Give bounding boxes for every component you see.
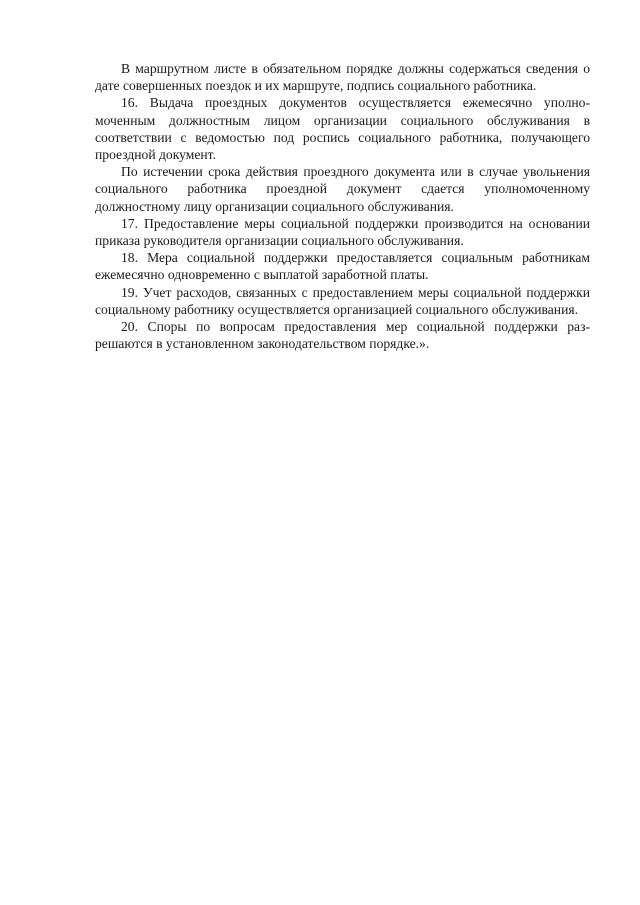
document-body xyxy=(95,60,590,352)
paragraph-document-return: По истечении срока действия проездного документа или в случае увольнения социального работника проездной документ сдается уполномоченному должностному лицу организации социального обслуживания. xyxy=(95,164,590,214)
paragraph-16-issuance: 16. Выдача проездных документов осуществляется ежемесячно уполномоченным должностным лицом организации социального обслуживания в соответствии с ведомостью под роспись социального работника, получающего проездной документ. xyxy=(95,95,590,163)
paragraph-18-schedule: 18. Мера социальной поддержки предоставляется социальным работникам ежемесячно одновременно с выплатой заработной платы. xyxy=(95,250,590,283)
paragraph-19-accounting: 19. Учет расходов, связанных с предоставлением меры социальной поддержки социальному работнику осуществляется организацией социального обслуживания. xyxy=(95,284,590,317)
paragraph-17-basis: 17. Предоставление меры социальной поддержки производится на основании приказа руководителя организации социального обслуживания. xyxy=(95,215,590,249)
paragraph-20-disputes: 20. Споры по вопросам предоставления мер социальной поддержки разрешаются в установленном законодательством порядке.». xyxy=(95,319,590,352)
paragraph-route-sheet: В маршрутном листе в обязательном порядке должны содержаться сведения о дате совершенных поездок и их маршруте, подпись социального работника. xyxy=(95,61,590,94)
